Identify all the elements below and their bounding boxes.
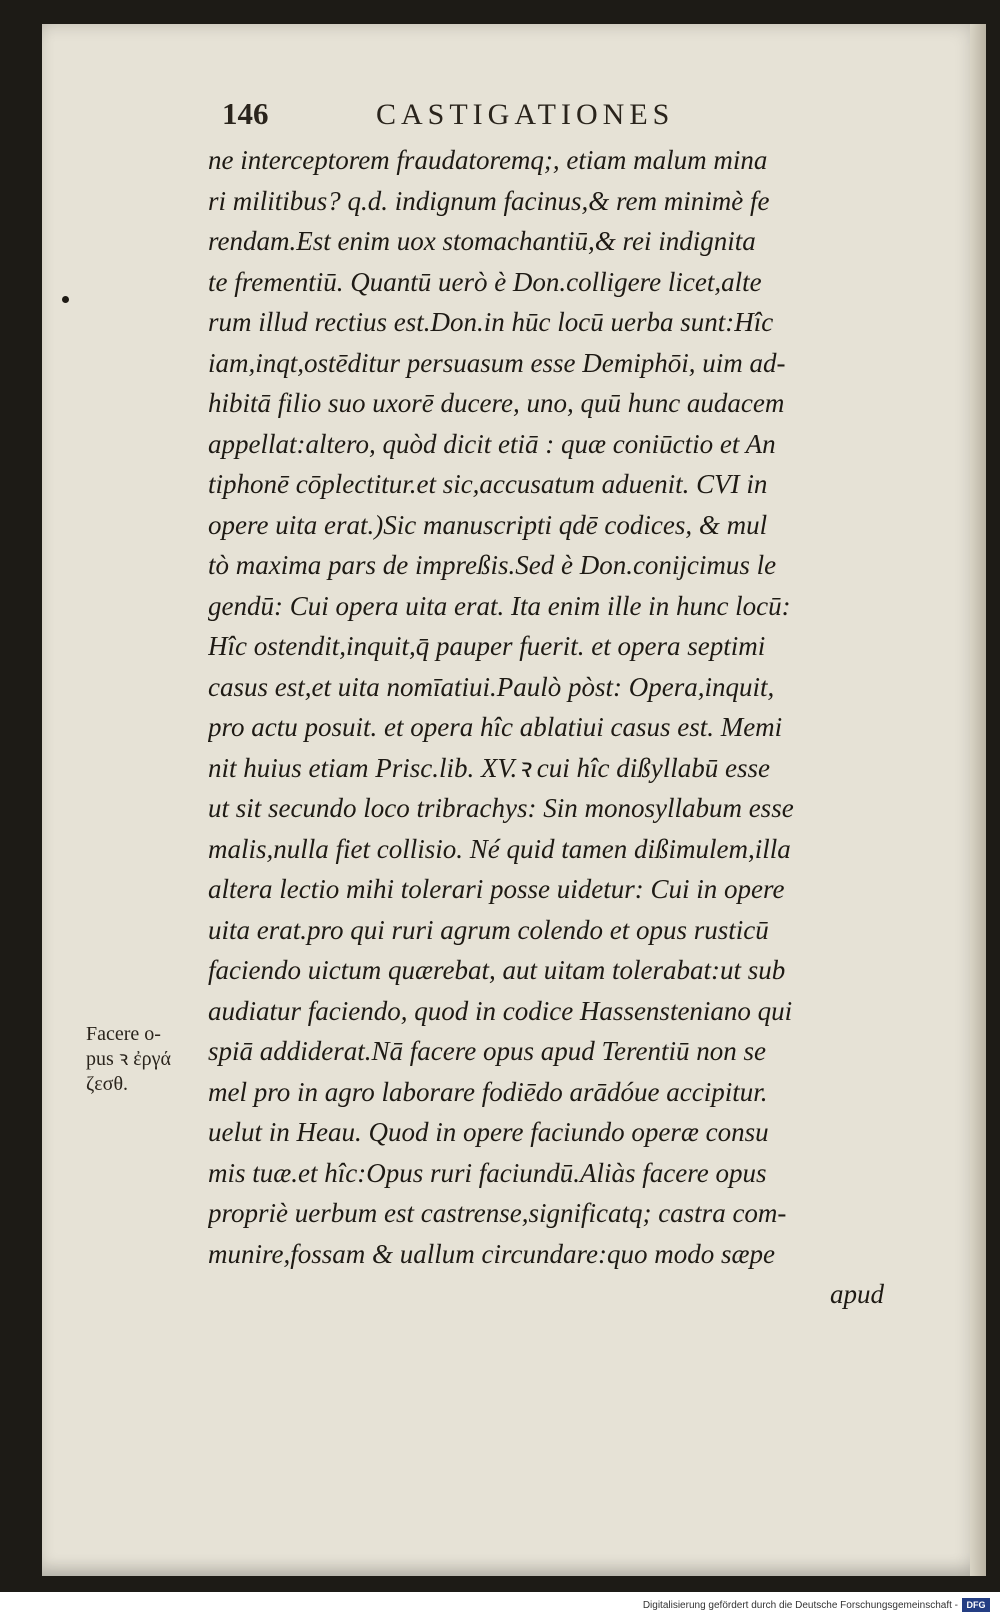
text-line: appellat:altero, quòd dicit etiā : quæ coniūctio et An — [208, 428, 776, 459]
text-line: gendū: Cui opera uita erat. Ita enim ille in hunc locū: — [208, 590, 791, 621]
text-line: uita erat.pro qui ruri agrum colendo et opus rusticū — [208, 914, 769, 945]
text-line: tiphonē cōplectitur.et sic,accusatum aduenit. CVI in — [208, 469, 768, 499]
funding-credit: Digitalisierung gefördert durch die Deutsche Forschungsgemeinschaft - — [642, 1600, 958, 1611]
digitization-footer — [0, 1592, 1000, 1623]
running-head — [222, 96, 782, 140]
page-number: 146 — [222, 96, 269, 131]
text-line: faciendo uictum quærebat, aut uitam tolerabat:ut sub — [208, 955, 786, 985]
text-line: ri militibus? q.d. indignum facinus,& rem minimè fe — [208, 185, 770, 216]
text-line: pro actu posuit. et opera hîc ablatiui casus est. Memi — [208, 712, 783, 742]
text-line: iam,inqt,ostēditur persuasum esse Demiphōi, uim ad- — [208, 347, 786, 378]
text-line: opere uita erat.)Sic manuscripti qdē codices, & mul — [208, 509, 768, 540]
text-line: malis,nulla fiet collisio. Né quid tamen dißimulem,illa — [208, 833, 791, 864]
running-title: CASTIGATIONES — [376, 98, 675, 131]
marginal-note-line: ζεσθ. — [86, 1073, 129, 1095]
text-line: Hîc ostendit,inquit,q̄ pauper fuerit. et opera septimi — [208, 631, 766, 661]
text-line: rum illud rectius est.Don.in hūc locū uerba sunt:Hîc — [208, 307, 774, 337]
text-line: te frementiū. Quantū uerò è Don.colligere licet,alte — [208, 266, 762, 297]
text-line: rendam.Est enim uox stomachantiū,& rei indignita — [208, 226, 756, 256]
text-line: casus est,et uita nomīatiui.Paulò pòst: Opera,inquit, — [208, 671, 775, 702]
margin-dot-mark — [62, 296, 69, 303]
text-line: spiā addiderat.Nā facere opus apud Terentiū non se — [208, 1036, 766, 1066]
page-edge-shadow — [970, 24, 986, 1576]
text-line: ne interceptorem fraudatoremq;, etiam malum mina — [208, 145, 768, 175]
text-line: audiatur faciendo, quod in codice Hassensteniano qui — [208, 995, 793, 1026]
text-line: munire,fossam & uallum circundare:quo modo sæpe — [208, 1238, 775, 1269]
text-line: uelut in Heau. Quod in opere faciundo operæ consu — [208, 1117, 769, 1147]
marginal-note-line: pus ꝛ ἐργά — [86, 1048, 171, 1070]
text-line: propriè uerbum est castrense,significatq; castra com- — [208, 1198, 787, 1228]
text-line: ut sit secundo loco tribrachys: Sin monosyllabum esse — [208, 793, 794, 823]
dfg-logo: DFG — [962, 1598, 990, 1612]
text-line: nit huius etiam Prisc.lib. XV.ꝛ cui hîc dißyllabū esse — [208, 752, 770, 783]
marginal-note — [86, 1022, 216, 1097]
text-line: hibitā filio suo uxorē ducere, uno, quū hunc audacem — [208, 388, 785, 418]
body-text — [208, 140, 884, 1315]
text-line: tò maxima pars de impreßis.Sed è Don.conijcimus le — [208, 550, 777, 580]
text-line: mis tuæ.et hîc:Opus ruri faciundū.Aliàs facere opus — [208, 1157, 767, 1188]
marginal-note-line: Facere o- — [86, 1023, 161, 1045]
text-line: mel pro in agro laborare fodiēdo arādóue accipitur. — [208, 1076, 768, 1107]
text-line: altera lectio mihi tolerari posse uidetur: Cui in opere — [208, 874, 785, 904]
catchword: apud — [830, 1279, 884, 1309]
